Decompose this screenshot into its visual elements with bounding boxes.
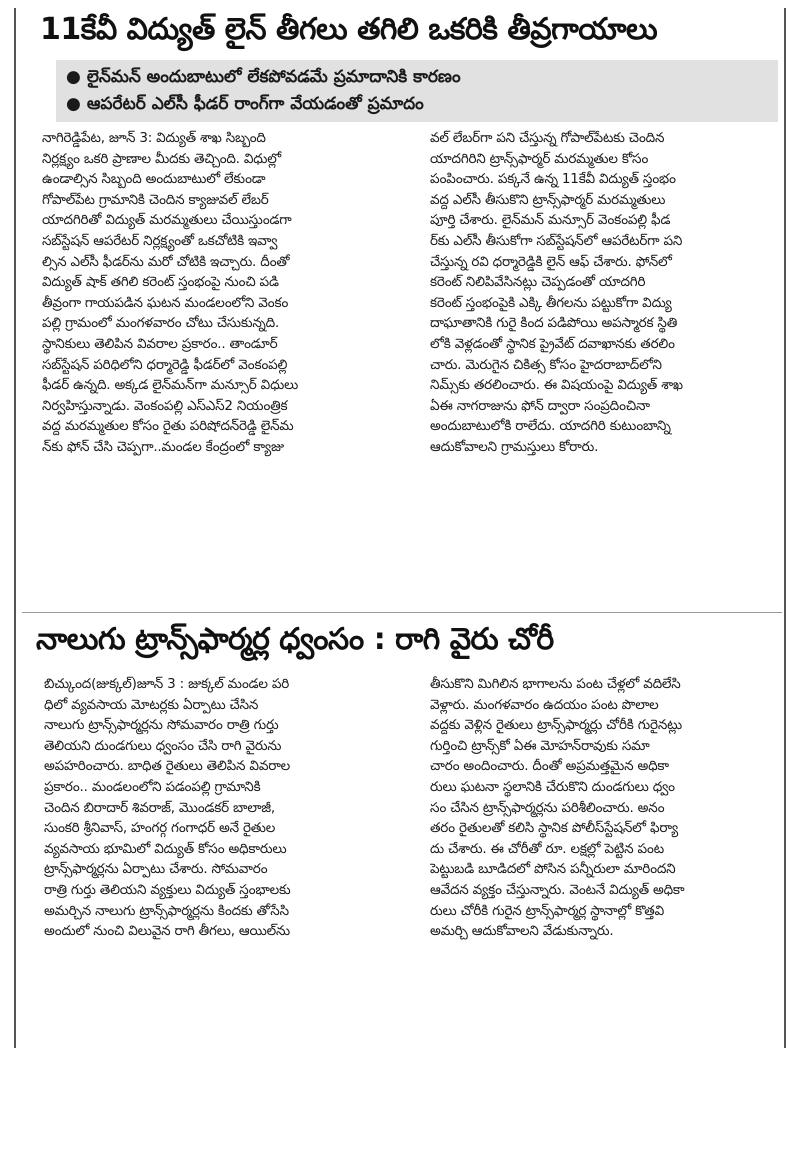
left-column-rule bbox=[14, 8, 16, 1048]
body-line: యాదగిరిని ట్రాన్స్‌ఫార్మర్ మరమ్మతుల కోసం bbox=[430, 150, 649, 167]
body-line: అమర్చి ఆదుకోవాలని వేడుకున్నారు. bbox=[430, 923, 614, 940]
body-line: ర్‌కు ఎల్‌సీ తీసుకోగా సబ్‌స్టేషన్‌లో ఆపరేటర్‌గా పని bbox=[430, 232, 683, 249]
body-line: దాఘాతానికి గురై కింద పడిపోయి అపస్మారక స్థితి bbox=[430, 315, 678, 332]
body-line: వద్ద ఎల్‌సీ తీసుకొని ట్రాన్స్‌ఫార్మర్ మరమ్మతులు bbox=[430, 191, 666, 208]
body-line: దు చేశారు. ఈ చోరీతో రూ. లక్షల్లో పెట్టిన పంట bbox=[430, 840, 664, 857]
body-column-right bbox=[430, 674, 782, 942]
body-line: ట్రాన్స్‌ఫార్మర్లను ఏర్పాటు చేశారు. సోమవారం bbox=[44, 861, 268, 878]
body-column-right bbox=[430, 128, 782, 458]
bullet-icon: ● bbox=[66, 67, 81, 87]
body-line: స్థానికులు తెలిపిన వివరాల ప్రకారం.. తాండూర్ bbox=[42, 335, 278, 352]
body-column-left bbox=[44, 674, 386, 942]
body-line: సం చేసిన ట్రాన్స్‌ఫార్మర్లను పరిశీలించారు. అనం bbox=[430, 799, 665, 816]
body-line: అమర్చిన నాలుగు ట్రాన్స్‌ఫార్మర్లను కిందకు తోసేసి bbox=[44, 902, 289, 919]
article-body bbox=[22, 674, 782, 942]
bullet-icon: ● bbox=[66, 94, 81, 114]
body-line: యాదగిరితో విద్యుత్ మరమ్మతులు చేయిస్తుండగా bbox=[42, 212, 292, 229]
body-line: కరెంట్ స్తంభంపైకి ఎక్కి తీగలను పట్టుకోగా విద్యు bbox=[430, 294, 672, 311]
body-line: విద్యుత్ షాక్ తగిలి కరెంట్ స్తంభంపై నుంచి పడి bbox=[42, 274, 279, 291]
body-line: తీవ్రంగా గాయపడిన ఘటన మండలంలోని వెంకం bbox=[42, 294, 289, 311]
article-divider bbox=[22, 612, 782, 613]
body-line: పంపించారు. పక్కనే ఉన్న 11కేవీ విద్యుత్ స్తంభం bbox=[430, 171, 676, 188]
body-line: నాలుగు ట్రాన్స్‌ఫార్మర్లను సోమవారం రాత్రి గుర్తు bbox=[44, 717, 279, 734]
subheadline-item: ● ఆపరేటర్ ఎల్‌సీ ఫీడర్ రాంగ్‌గా వేయడంతో ప్రమాదం bbox=[66, 91, 768, 118]
article-headline: 11కేవీ విద్యుత్ లైన్ తీగలు తగిలి ఒకరికి తీవ్రగాయాలు bbox=[40, 12, 658, 47]
article-electric-accident bbox=[22, 6, 782, 458]
body-line: చెందిన బిరాదార్ శివరాజ్, మొండకర్ బాలాజీ, bbox=[44, 799, 276, 816]
body-line: నిర్లక్ష్యం ఒకరి ప్రాణాల మీదకు తెచ్చింది. విధుల్లో bbox=[42, 150, 281, 167]
body-line: పెట్టుబడి బూడిదలో పోసిన పన్నీరులా మారిందని bbox=[430, 861, 676, 878]
right-column-rule bbox=[784, 8, 786, 1048]
body-line: అందుబాటులోకి రాలేదు. యాదగిరి కుటుంబాన్ని bbox=[430, 418, 671, 435]
body-line: వెళ్లారు. మంగళవారం ఉదయం పంట పొలాల bbox=[430, 696, 659, 713]
body-line: గోపాల్‌పేట గ్రామానికి చెందిన క్యాజువల్ లేబర్ bbox=[42, 191, 269, 208]
body-line: వద్దకు వెళ్లిన రైతులు ట్రాన్స్‌ఫార్మర్లు చోరీకి గురైనట్లు bbox=[430, 717, 683, 734]
body-line: ఫీడర్ ఉన్నది. అక్కడ లైన్‌మన్‌గా మన్సూర్ విధులు bbox=[42, 377, 299, 394]
body-line: ధిలో వ్యవసాయ మోటర్లకు ఏర్పాటు చేసిన bbox=[44, 696, 259, 713]
body-line: తరం రైతులతో కలిసి స్థానిక పోలీస్‌స్టేషన్‌లో ఫిర్యా bbox=[430, 820, 678, 837]
body-line: నిమ్స్‌కు తరలించారు. ఈ విషయంపై విద్యుత్ శాఖ bbox=[430, 377, 683, 394]
body-line: నిర్వహిస్తున్నాడు. వెంకంపల్లి ఎస్‌ఎస్2 నియంత్రిక bbox=[42, 397, 288, 414]
body-line: వ్యవసాయ భూమిలో విద్యుత్ కోసం అధికారులు bbox=[44, 840, 287, 857]
body-line: చేస్తున్న రవి ధర్మారెడ్డికి లైన్ ఆఫ్ చేశారు. ఫోన్‌లో bbox=[430, 253, 672, 270]
body-line: తీసుకొని మిగిలిన భాగాలను పంట చేళ్లలో వదిలేసి bbox=[430, 676, 681, 692]
body-line: సుంకరి శ్రీనివాస్, హంగర్గ గంగాధర్ అనే రైతుల bbox=[44, 820, 276, 837]
body-line: ఉండాల్సిన సిబ్బంది అందుబాటులో లేకుండా bbox=[42, 171, 266, 188]
body-line: సబ్‌స్టేషన్ ఆపరేటర్ నిర్లక్ష్యంతో ఒకచోటికి ఇవ్వా bbox=[42, 232, 278, 249]
article-headline: నాలుగు ట్రాన్స్‌ఫార్మర్ల ధ్వంసం : రాగి వైరు చోరీ bbox=[36, 622, 554, 657]
body-line: న్‌కు ఫోన్ చేసి చెప్పగా..మండల కేంద్రంలో క్యాజు bbox=[42, 438, 284, 455]
body-line: చారం అందించారు. దీంతో అప్రమత్తమైన అధికా bbox=[430, 758, 669, 775]
subheadline-item: ● లైన్‌మన్ అందుబాటులో లేకపోవడమే ప్రమాదానికి కారణం bbox=[66, 64, 768, 91]
body-line: వల్ లేబర్‌గా పని చేస్తున్న గోపాల్‌పేటకు చెందిన bbox=[430, 130, 665, 146]
body-line: పూర్తి చేశారు. లైన్‌మన్ మన్సూర్ వెంకంపల్లి ఫీడ bbox=[430, 212, 671, 229]
body-line: లోకి వెళ్లడంతో స్థానిక ప్రైవేట్ దవాఖానకు తరలిం bbox=[430, 335, 675, 352]
subheadline-box bbox=[56, 60, 778, 122]
body-line: పల్లి గ్రామంలో మంగళవారం చోటు చేసుకున్నది. bbox=[42, 315, 280, 332]
body-line: రాత్రి గుర్తు తెలియని వ్యక్తులు విద్యుత్ స్తంభాలకు bbox=[44, 881, 291, 898]
body-line: తెలియని దుండగులు ధ్వంసం చేసి రాగి వైరును bbox=[44, 737, 282, 754]
body-column-left bbox=[42, 128, 384, 458]
body-line: వద్ద మరమ్మతుల కోసం రైతు పరిషోదన్‌రెడ్డి లైన్‌మ bbox=[42, 418, 294, 435]
body-line: రులు ఘటనా స్థలానికి చేరుకొని దుండగులు ధ్వం bbox=[430, 778, 675, 795]
body-line: ఏఈ నాగరాజును ఫోన్ ద్వారా సంప్రదించినా bbox=[430, 397, 650, 414]
body-line: ప్రకారం.. మండలంలోని పడంపల్లి గ్రామానికి bbox=[44, 778, 261, 795]
body-line: గుర్తించి ట్రాన్స్‌కో ఏఈ మోహన్‌రావుకు సమా bbox=[430, 737, 650, 754]
body-line: రులు చోరీకి గురైన ట్రాన్స్‌ఫార్మర్ల స్థానాల్లో కొత్తవి bbox=[430, 902, 665, 919]
body-line: నాగిరెడ్డిపేట, జూన్ 3: విద్యుత్ శాఖ సిబ్బంది bbox=[42, 130, 266, 146]
body-line: అందులో నుంచి విలువైన రాగి తీగలు, ఆయిల్‌ను bbox=[44, 923, 290, 940]
body-line: ల్సిన ఎల్‌సీ ఫీడర్‌ను మరో చోటికి ఇచ్చారు. దీంతో bbox=[42, 253, 290, 270]
body-line: సబ్‌స్టేషన్ పరిధిలోని ధర్మారెడ్డి ఫీడర్‌లో వెంకంపల్లి bbox=[42, 356, 288, 373]
article-body bbox=[22, 128, 782, 458]
body-line: అపహరించారు. బాధిత రైతులు తెలిపిన వివరాల bbox=[44, 758, 291, 775]
body-line: కరెంట్ నిలిపివేసినట్లు చెప్పడంతో యాదగిరి bbox=[430, 274, 646, 291]
article-transformer-theft bbox=[22, 616, 782, 942]
body-line: ఆదుకోవాలని గ్రామస్తులు కోరారు. bbox=[430, 438, 599, 455]
body-line: బిచ్కుంద(జుక్కల్)జూన్ 3 : జుక్కల్ మండల పరి bbox=[44, 676, 290, 692]
body-line: ఆవేదన వ్యక్తం చేస్తున్నారు. వెంటనే విద్యుత్ అధికా bbox=[430, 881, 685, 898]
body-line: చారు. మెరుగైన చికిత్స కోసం హైదరాబాద్‌లోని bbox=[430, 356, 662, 373]
